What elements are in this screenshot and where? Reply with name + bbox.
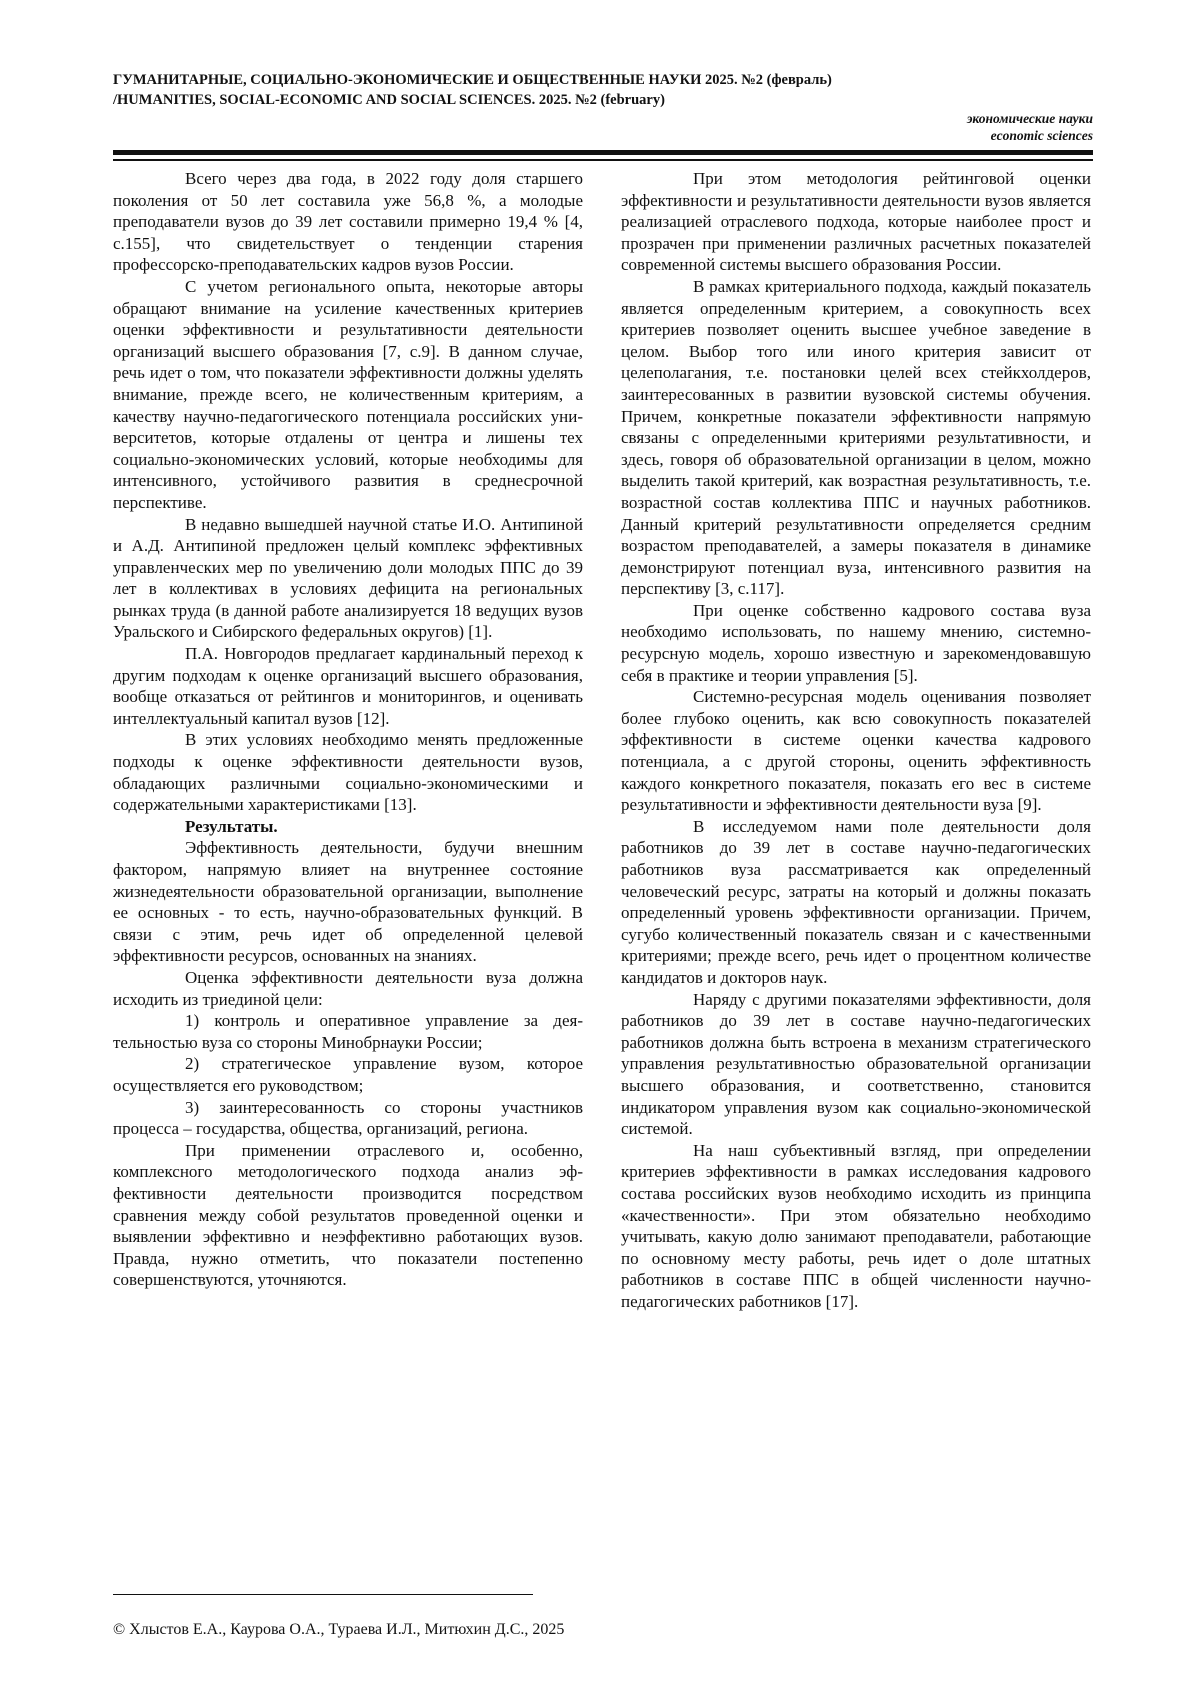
body-paragraph: Эффективность деятельности, будучи внешним фактором, напрямую влияет на внутреннее состояние жизнедеятельности образовательной организации, выполнение ее основных - то есть, научно-образовательных функций. В связи с этим, речь идет об определенной целевой эффективности ресурсов, основанных на знаниях. — [113, 838, 583, 966]
body-paragraph: Системно-ресурсная модель оценивания позволяет более глубоко оценить, как всю совокупность показателей эффективности в системе оценки качества кадрового потенциала, а с другой стороны, оценить эффективность каждого конкретного показателя, показать его вес в системе результативности и эффективности деятельности вуза [9]. — [621, 687, 1091, 815]
body-paragraph: В этих условиях необходимо менять предложенные подходы к оценке эффективности деятельности вузов, обладающих различными социально-экономическими и содержательными характеристиками [13]. — [113, 730, 583, 815]
body-paragraph: На наш субъективный взгляд, при определении критериев эффективности в рамках исследования кадрового состава российских вузов необходимо исходить из принципа «качественности». При этом обязательно необходимо учитывать, какую долю занимают преподаватели, работающие по основному месту работы, речь идет о доле штатных работников в составе ППС в общей численности научно-педагогических работников [17]. — [621, 1140, 1091, 1311]
body-paragraph: 2) стратегическое управление вузом, которое осуществляется его руководством; — [113, 1054, 583, 1095]
body-paragraph: В исследуемом нами поле деятельности доля работников до 39 лет в составе научно-педагогических работников вуза рассматривается как определенный человеческий ресурс, затраты на который и должны показать определенный уровень эффективности организации. Причем, сугубо количественный показатель связан и с качественными критериями; прежде всего, речь идет о процентном количестве кандидатов и докторов наук. — [621, 816, 1091, 987]
body-paragraph: Оценка эффективности деятельности вуза должна исходить из триединой цели: — [113, 967, 583, 1009]
body-paragraph: В рамках критериального подхода, каждый показатель является определенным критерием, а совокупность всех критериев позволяет оценить высшее учебное заведение в целом. Выбор того или иного критерия зависит от целеполагания, т.е. постановки целей всех стейкхолдеров, заинтересованных в развитии вузовской системы обучения. Причем, конкретные показатели эффективности напрямую связаны с определенными критериями результативности, и здесь, говоря об образовательной организации в целом, можно выделить такой критерий, как возрастная результативность, т.е. возрастной состав коллектива ППС и научных работников. Данный критерий результативности определяется средним возрастом преподавателей, а замеры показателя в динамике демонстрируют потенциал вуза, интенсивного развития на перспективу [3, с.117]. — [621, 276, 1091, 599]
section-heading: Результаты. — [185, 816, 278, 836]
right-column — [621, 168, 1091, 1312]
header-rule-thin — [113, 159, 1093, 161]
copyright-footnote: © Хлыстов Е.А., Каурова О.А., Тураева И.Л., Митюхин Д.С., 2025 — [113, 1621, 565, 1638]
body-paragraph: В недавно вышедшей научной статье И.О. Антипиной и А.Д. Антипиной предложен целый комплекс эффективных управленческих мер по увеличению доли молодых ППС до 39 лет в коллективах в условиях дефицита на региональных рынках труда (в данной работе анализируется 18 ведущих вузов Уральского и Сибирского федеральных округов) [1]. — [113, 514, 583, 642]
body-paragraph: При этом методология рейтинговой оценки эффективности и результативности деятельности вузов является реализацией отраслевого подхода, которые наиболее прост и прозрачен при применении различных расчетных показателей современной системы высшего образования России. — [621, 169, 1091, 275]
journal-title-en: /HUMANITIES, SOCIAL-ECONOMIC AND SOCIAL SCIENCES. 2025. №2 (february) — [113, 92, 665, 108]
body-paragraph: Всего через два года, в 2022 году доля старшего поколения от 50 лет составила уже 56,8 %, а молодые преподаватели вузов до 39 лет составили примерно 19,4 % [4, с.155], что свидетельствует о тенденции старения профессорско-преподавательских кадров вузов России. — [113, 169, 583, 275]
body-paragraph: При применении отраслевого и, особенно, комплексного методологического подхода анализ эффективности деятельности производится посредством сравнения между собой результатов проведенной оценки и выявлении эффективно и неэффективно работающих вузов. Правда, нужно отметить, что показатели постепенно совершенствуются, уточняются. — [113, 1140, 583, 1290]
section-label-ru: экономические науки — [966, 111, 1093, 126]
left-column — [113, 168, 583, 1291]
body-paragraph: Наряду с другими показателями эффективности, доля работников до 39 лет в составе научно-педагогических работников должна быть встроена в механизм стратегического управления результативностью образовательной организации высшего образования, и соответственно, становится индикатором управления вузом как социально-экономической системой. — [621, 989, 1091, 1139]
body-paragraph: При оценке собственно кадрового состава вуза необходимо использовать, по нашему мнению, системно-ресурсную модель, хорошо известную и зарекомендовавшую себя в практике и теории управления [5]. — [621, 600, 1091, 685]
journal-title-ru: ГУМАНИТАРНЫЕ, СОЦИАЛЬНО-ЭКОНОМИЧЕСКИЕ И ОБЩЕСТВЕННЫЕ НАУКИ 2025. №2 (февраль) — [113, 72, 832, 88]
section-label-en: economic sciences — [990, 128, 1093, 143]
journal-header — [113, 70, 1093, 110]
body-paragraph: П.А. Новгородов предлагает кардинальный переход к другим подходам к оценке организаций высшего образования, вообще отказаться от рейтингов и мониторингов, и оценивать интеллектуальный капитал вузов [12]. — [113, 644, 583, 728]
section-tag — [967, 110, 1093, 144]
body-paragraph: 3) заинтересованность со стороны участников процесса – государства, общества, организаций, региона. — [113, 1097, 583, 1139]
footnote-rule — [113, 1594, 533, 1595]
body-paragraph: С учетом регионального опыта, некоторые авторы обращают внимание на усиление качественных критериев оценки эффективности и результативности деятельности организаций высшего образования [7, с.9]. В данном случае, речь идет о том, что показатели эффективности должны уделять внимание, прежде всего, не количественным критериям, а качеству научно-педагогического потенциала российских университетов, которые отдалены от центра и лишены тех социально-экономических условий, которые необходимы для интенсивного, устойчивого развития в среднесрочной перспективе. — [113, 276, 583, 512]
body-paragraph: 1) контроль и оперативное управление за деятельностью вуза со стороны Минобрнауки России; — [113, 1011, 583, 1052]
header-rule-thick — [113, 150, 1093, 155]
